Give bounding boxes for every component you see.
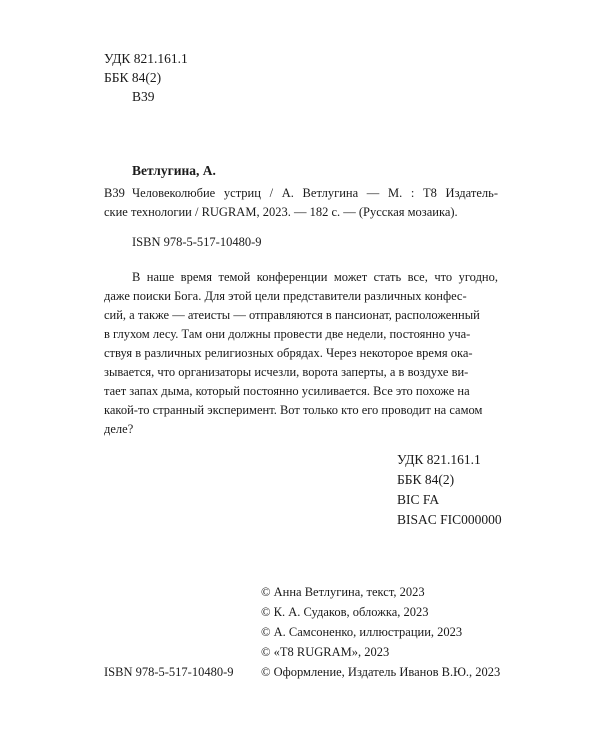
annotation-line: в глухом лесу. Там они должны провести две недели, постоянно уча- [104, 327, 471, 341]
annotation-line: зывается, что организаторы исчезли, ворота заперты, а в воздухе ви- [104, 365, 469, 379]
copyright-item: © «Т8 RUGRAM», 2023 [261, 645, 390, 659]
author-heading: Ветлугина, А. [132, 163, 216, 178]
top-bbk: ББК 84(2) [104, 70, 162, 85]
copyright-item: © А. Самсоненко, иллюстрации, 2023 [261, 625, 463, 639]
side-author-mark: В39 [104, 186, 125, 200]
annotation-line: даже поиски Бога. Для этой цели представители различных конфес- [104, 289, 467, 303]
record-isbn: ISBN 978-5-517-10480-9 [132, 235, 262, 249]
annotation-line: какой-то странный эксперимент. Вот только кто его проводит на самом [104, 403, 483, 417]
top-udk: УДК 821.161.1 [104, 51, 188, 66]
description-line-2: ские технологии / RUGRAM, 2023. — 182 с. — (Русская мозаика). [104, 205, 458, 219]
copyright-item: © Анна Ветлугина, текст, 2023 [261, 585, 425, 599]
description-line-1: Человеколюбие устриц / А. Ветлугина — М. : Т8 Издатель- [132, 186, 498, 200]
copyright-item: © Оформление, Издатель Иванов В.Ю., 2023 [261, 665, 501, 679]
copyright-isbn: ISBN 978-5-517-10480-9 [104, 665, 234, 679]
copyright-item: © К. А. Судаков, обложка, 2023 [261, 605, 429, 619]
top-author-mark: В39 [132, 89, 155, 104]
bottom-bbk: ББК 84(2) [397, 472, 455, 487]
bottom-bisac: BISAC FIC000000 [397, 512, 502, 527]
annotation-line: сий, а также — атеисты — отправляются в пансионат, расположенный [104, 308, 480, 322]
annotation-line: ствуя в различных религиозных обрядах. Через некоторое время ока- [104, 346, 473, 360]
annotation-line: деле? [104, 422, 134, 436]
bottom-udk: УДК 821.161.1 [397, 452, 481, 467]
annotation-line: тает запах дыма, который постоянно усиливается. Все это похоже на [104, 384, 470, 398]
annotation-line: В наше время темой конференции может стать все, что угодно, [132, 270, 498, 284]
bottom-bic: BIC FA [397, 492, 440, 507]
